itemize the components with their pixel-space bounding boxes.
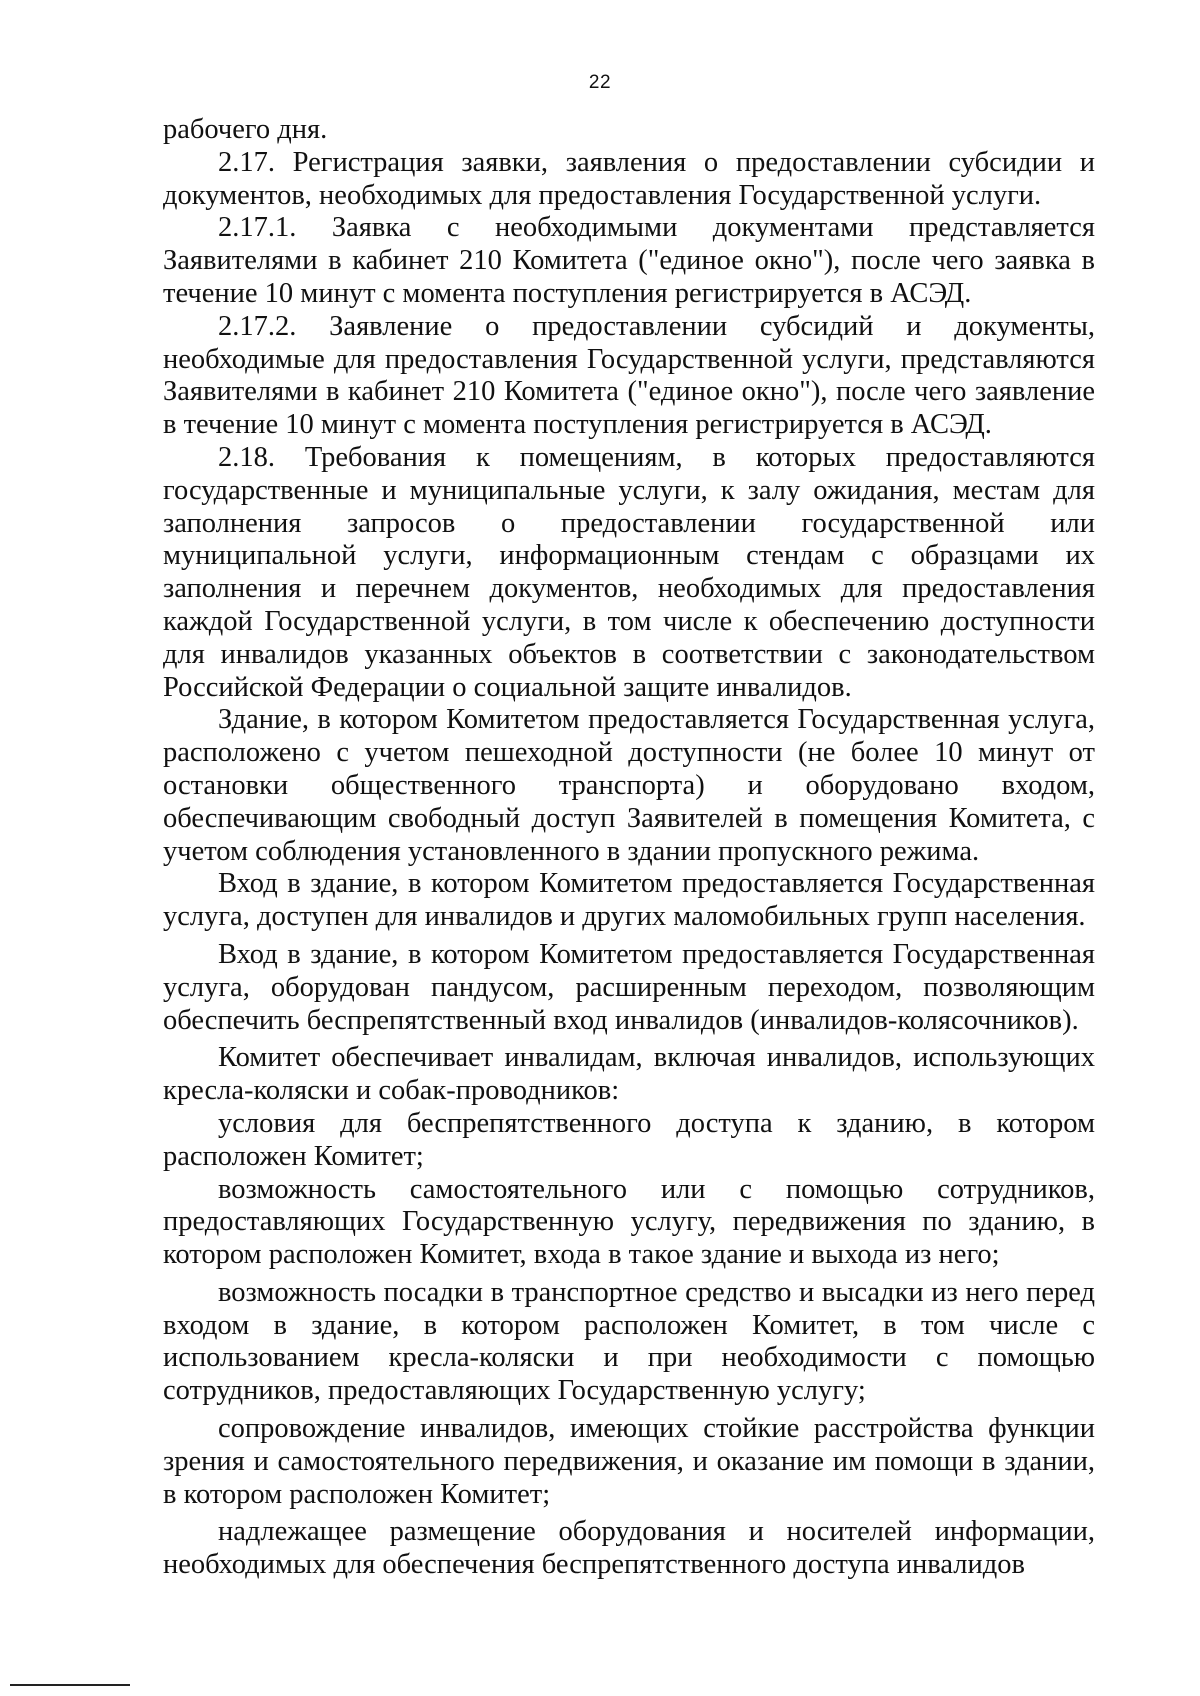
list-item-equipment: надлежащее размещение оборудования и носителей информации, необходимых для обеспечения беспрепятственного доступа инвалидов	[163, 1516, 1095, 1581]
paragraph-2-17-1: 2.17.1. Заявка с необходимыми документами представляется Заявителями в кабинет 210 Комитета ("единое окно"), после чего заявка в течение 10 минут с момента поступления регистрируется в АСЭД.	[163, 212, 1095, 309]
footer-rule	[10, 1684, 130, 1686]
list-item-movement: возможность самостоятельного или с помощью сотрудников, предоставляющих Государственную услугу, передвижения по зданию, в котором расположен Комитет, входа в такое здание и выхода из него;	[163, 1173, 1095, 1271]
list-item-escort: сопровождение инвалидов, имеющих стойкие расстройства функции зрения и самостоятельного передвижения, и оказание им помощи в здании, в котором расположен Комитет;	[163, 1413, 1095, 1510]
list-item-transport: возможность посадки в транспортное средство и высадки из него перед входом в здание, в котором расположен Комитет, в том числе с использованием кресла-коляски и при необходимости с помощью сотрудников, предоставляющих Государственную услугу;	[163, 1276, 1095, 1407]
document-body	[163, 114, 1095, 1582]
list-item-access-conditions: условия для беспрепятственного доступа к зданию, в котором расположен Комитет;	[163, 1107, 1095, 1172]
paragraph-entrance-access: Вход в здание, в котором Комитетом предоставляется Государственная услуга, доступен для инвалидов и других маломобильных групп населения.	[163, 868, 1095, 933]
paragraph-2-17: 2.17. Регистрация заявки, заявления о предоставлении субсидии и документов, необходимых для предоставления Государственной услуги.	[163, 146, 1095, 211]
paragraph-entrance-ramp: Вход в здание, в котором Комитетом предоставляется Государственная услуга, оборудован пандусом, расширенным переходом, позволяющим обеспечить беспрепятственный вход инвалидов (инвалидов-колясочников).	[163, 938, 1095, 1036]
paragraph-2-17-2: 2.17.2. Заявление о предоставлении субсидий и документы, необходимые для предоставления Государственной услуги, представляются Заявителями в кабинет 210 Комитета ("единое окно"), после чего заявление в течение 10 минут с момента поступления регистрируется в АСЭД.	[163, 310, 1095, 441]
paragraph-building-location: Здание, в котором Комитетом предоставляется Государственная услуга, расположено с учетом пешеходной доступности (не более 10 минут от остановки общественного транспорта) и оборудовано входом, обеспечивающим свободный доступ Заявителей в помещения Комитета, с учетом соблюдения установленного в здании пропускного режима.	[163, 704, 1095, 867]
paragraph-continuation: рабочего дня.	[163, 114, 328, 145]
paragraph-2-18: 2.18. Требования к помещениям, в которых предоставляются государственные и муниципальные услуги, к залу ожидания, местам для заполнения запросов о предоставлении государственной или муниципальной услуги, информационным стендам с образцами их заполнения и перечнем документов, необходимых для предоставления каждой Государственной услуги, в том числе к обеспечению доступности для инвалидов указанных объектов в соответствии с законодательством Российской Федерации о социальной защите инвалидов.	[163, 441, 1095, 703]
page-number: 22	[588, 72, 612, 93]
paragraph-committee-provides: Комитет обеспечивает инвалидам, включая инвалидов, использующих кресла-коляски и собак-проводников:	[163, 1042, 1095, 1107]
